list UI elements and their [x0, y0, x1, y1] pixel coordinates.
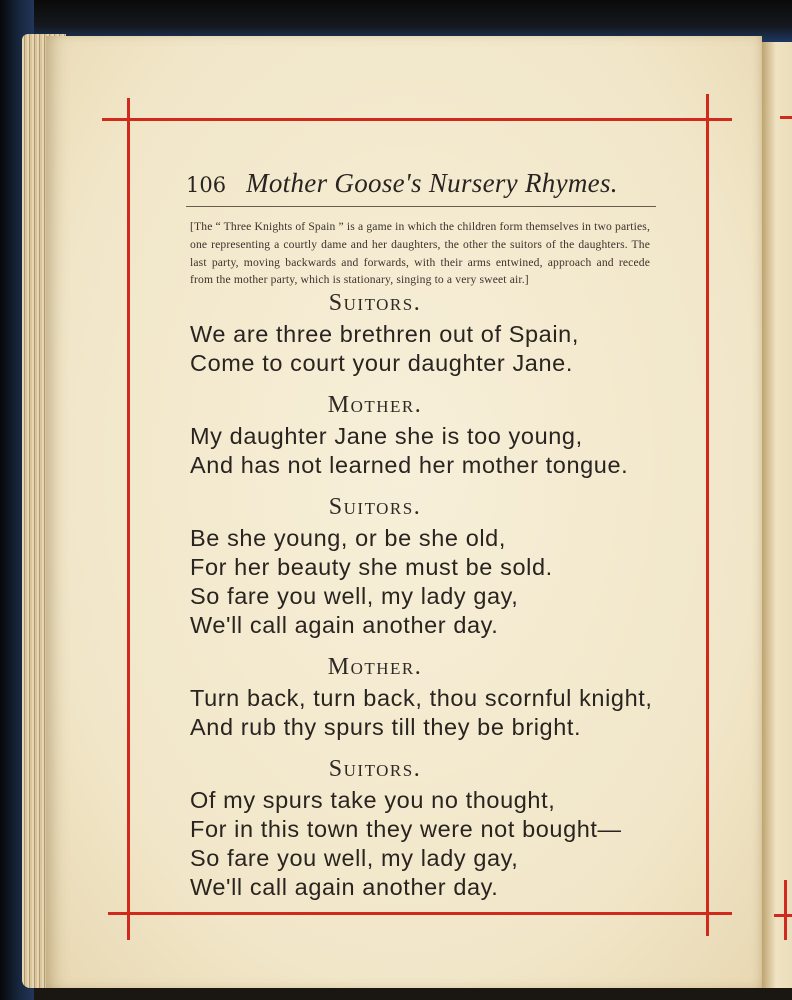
verse-line: For in this town they were not bought—	[190, 816, 622, 842]
stanza	[190, 492, 670, 640]
facing-page-rule	[774, 914, 792, 917]
verse-line: And rub thy spurs till they be bright.	[190, 714, 582, 740]
verse-line: And has not learned her mother tongue.	[190, 452, 629, 478]
speaker-heading: Suitors.	[328, 290, 422, 316]
verse-line: We'll call again another day.	[190, 874, 499, 900]
border-rule-left	[127, 98, 130, 940]
verse-line: Of my spurs take you no thought,	[190, 787, 556, 813]
poem	[190, 288, 670, 914]
running-header	[186, 168, 656, 208]
border-rule-top	[102, 118, 732, 121]
editorial-note: [The “ Three Knights of Spain ” is a game in which the children form themselves in two parties, one representing a courtly dame and her daughters, the other the suitors of the daughters. The last party, moving backwards and forwards, with their arms entwined, approach and recede from the mother party, which is stationary, singing to a very sweet air.]	[190, 220, 650, 287]
speaker-heading: Suitors.	[328, 756, 422, 782]
running-title: Mother Goose's Nursery Rhymes.	[246, 168, 618, 198]
verse-line: For her beauty she must be sold.	[190, 554, 553, 580]
border-rule-right	[706, 94, 709, 936]
header-rule	[186, 206, 656, 207]
page-number: 106	[186, 173, 227, 197]
stanza	[190, 390, 670, 480]
verse-line: My daughter Jane she is too young,	[190, 423, 583, 449]
speaker-heading: Suitors.	[328, 494, 422, 520]
verse-line: So fare you well, my lady gay,	[190, 845, 519, 871]
verse-line: So fare you well, my lady gay,	[190, 583, 519, 609]
verse-line: We are three brethren out of Spain,	[190, 321, 579, 347]
stanza	[190, 652, 670, 742]
facing-page-rule	[780, 116, 792, 119]
verse-line: We'll call again another day.	[190, 612, 499, 638]
verse-line: Turn back, turn back, thou scornful knight,	[190, 685, 653, 711]
stanza	[190, 288, 670, 378]
speaker-heading: Mother.	[327, 392, 423, 418]
verse-line: Be she young, or be she old,	[190, 525, 506, 551]
verse-line: Come to court your daughter Jane.	[190, 350, 573, 376]
facing-page-rule	[784, 880, 787, 940]
stanza	[190, 754, 670, 902]
facing-page-edge	[760, 42, 792, 988]
speaker-heading: Mother.	[327, 654, 423, 680]
